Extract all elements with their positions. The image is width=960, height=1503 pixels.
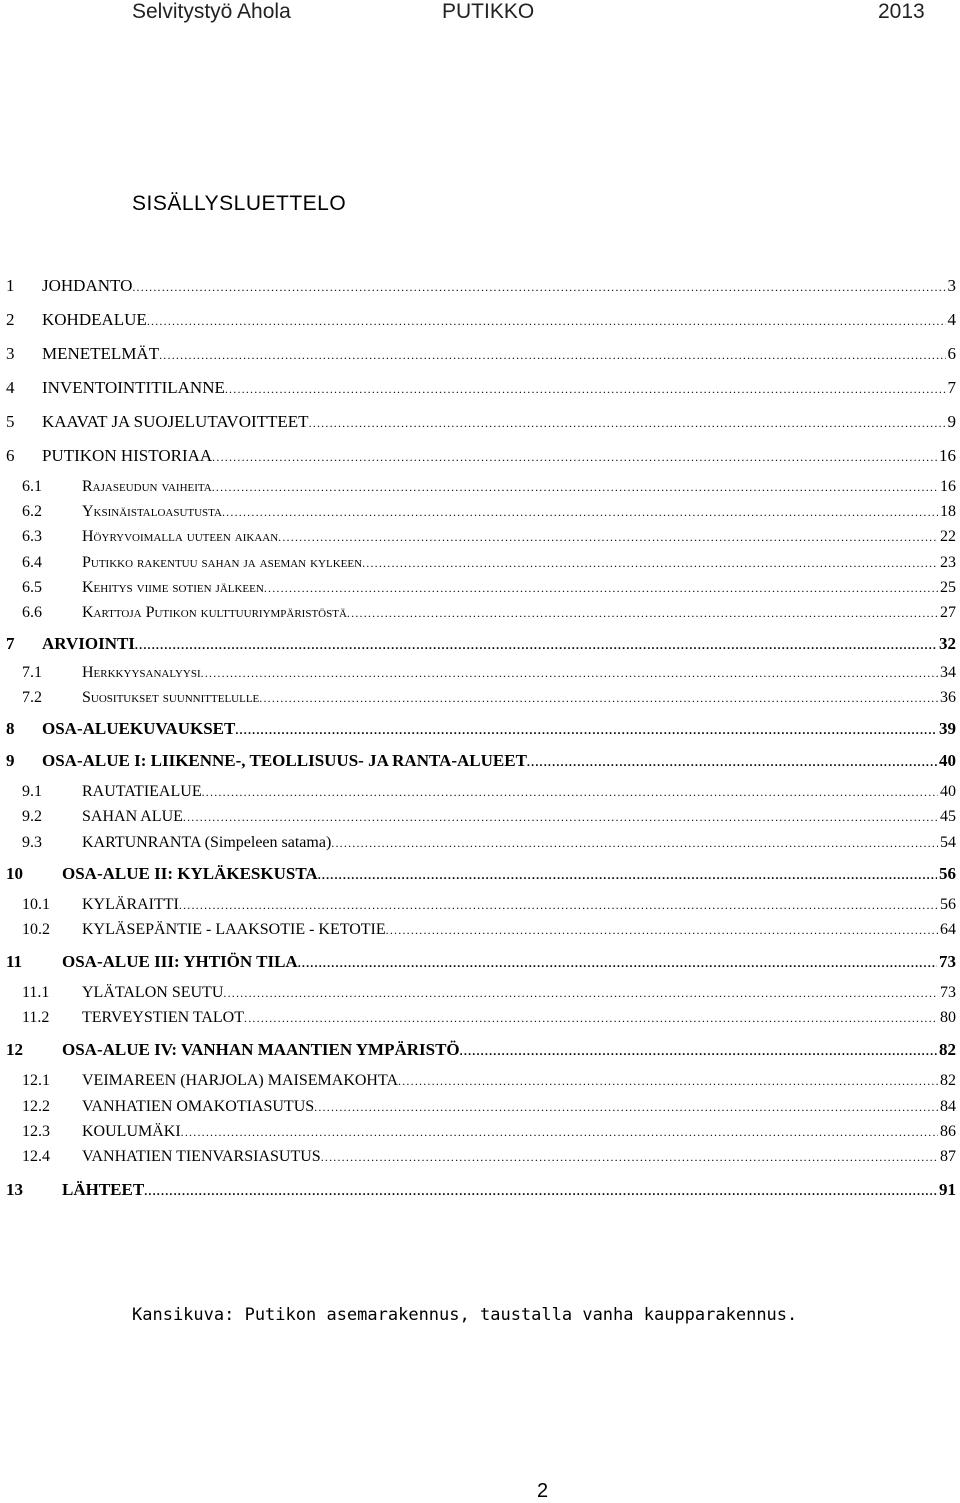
toc-entry-label: OSA-ALUEKUVAUKSET xyxy=(42,719,236,738)
toc-dot-leader xyxy=(347,606,938,621)
toc-entry[interactable] xyxy=(0,689,960,713)
toc-dot-leader xyxy=(222,505,938,520)
toc-dot-leader xyxy=(362,556,938,571)
toc-entry-number: 6.6 xyxy=(22,604,42,621)
toc-entry-label: MENETELMÄT xyxy=(42,344,160,363)
toc-entry-number: 6 xyxy=(6,446,15,465)
toc-entry[interactable] xyxy=(0,503,960,527)
toc-entry-number: 7 xyxy=(6,634,15,653)
toc-entry-page: 9 xyxy=(947,412,956,431)
toc-dot-leader xyxy=(235,723,937,738)
toc-entry-label: VANHATIEN OMAKOTIASUTUS xyxy=(82,1098,315,1115)
toc-dot-leader xyxy=(223,986,938,1001)
toc-entry-number: 9 xyxy=(6,751,15,770)
page-number: 2 xyxy=(537,1480,549,1502)
toc-entry-page: 16 xyxy=(940,478,956,495)
toc-dot-leader xyxy=(183,810,938,825)
toc-entry-number: 5 xyxy=(6,412,15,431)
toc-entry[interactable] xyxy=(0,412,960,436)
toc-entry-page: 56 xyxy=(940,896,956,913)
toc-entry-page: 82 xyxy=(939,1040,956,1059)
toc-dot-leader xyxy=(309,416,946,431)
toc-entry[interactable] xyxy=(0,808,960,832)
toc-entry[interactable] xyxy=(0,719,960,743)
toc-entry-label: ARVIOINTI xyxy=(42,634,135,653)
toc-entry[interactable] xyxy=(0,1123,960,1147)
toc-entry-label: Putikko rakentuu sahan ja aseman kylkeen xyxy=(82,554,363,571)
toc-entry[interactable] xyxy=(0,378,960,402)
toc-entry-page: 54 xyxy=(940,834,956,851)
toc-dot-leader xyxy=(132,280,945,295)
toc-entry-number: 12.4 xyxy=(22,1148,50,1165)
toc-entry-number: 2 xyxy=(6,310,15,329)
toc-entry[interactable] xyxy=(0,751,960,775)
toc-entry-number: 6.5 xyxy=(22,579,42,596)
toc-entry-label: LÄHTEET xyxy=(62,1180,145,1199)
toc-entry-number: 10.1 xyxy=(22,896,50,913)
toc-entry[interactable] xyxy=(0,864,960,888)
toc-entry-label: OSA-ALUE IV: VANHAN MAANTIEN YMPÄRISTÖ xyxy=(62,1040,460,1059)
toc-entry-label: Kehitys viime sotien jälkeen xyxy=(82,579,264,596)
toc-entry-label: JOHDANTO xyxy=(42,276,133,295)
toc-entry-label: KARTUNRANTA (Simpeleen satama) xyxy=(82,834,332,851)
toc-entry[interactable] xyxy=(0,952,960,976)
toc-entry-label: Suositukset suunnittelulle xyxy=(82,689,260,706)
toc-entry-number: 8 xyxy=(6,719,15,738)
toc-entry[interactable] xyxy=(0,1009,960,1033)
toc-entry-number: 9.3 xyxy=(22,834,42,851)
toc-dot-leader xyxy=(460,1044,937,1059)
toc-entry-page: 39 xyxy=(939,719,956,738)
toc-entry-number: 11.2 xyxy=(22,1009,50,1026)
toc-entry-number: 11.1 xyxy=(22,984,50,1001)
toc-entry-label: PUTIKON HISTORIAA xyxy=(42,446,213,465)
toc-entry[interactable] xyxy=(0,579,960,603)
toc-entry-number: 11 xyxy=(6,952,23,971)
toc-dot-leader xyxy=(298,956,937,971)
toc-entry-number: 10 xyxy=(6,864,23,883)
toc-entry-label: INVENTOINTITILANNE xyxy=(42,378,225,397)
cover-caption: Kansikuva: Putikon asemarakennus, taustalla vanha kaupparakennus. xyxy=(132,1305,798,1325)
toc-entry-label: VANHATIEN TIENVARSIASUTUS xyxy=(82,1148,321,1165)
toc-entry[interactable] xyxy=(0,554,960,578)
toc-entry[interactable] xyxy=(0,896,960,920)
toc-entry-page: 56 xyxy=(939,864,956,883)
toc-dot-leader xyxy=(278,530,938,545)
toc-entry[interactable] xyxy=(0,834,960,858)
toc-entry-page: 40 xyxy=(940,783,956,800)
toc-entry-page: 82 xyxy=(940,1072,956,1089)
toc-entry-page: 45 xyxy=(940,808,956,825)
toc-entry-number: 12 xyxy=(6,1040,23,1059)
toc-entry-number: 6.1 xyxy=(22,478,42,495)
toc-dot-leader xyxy=(202,785,938,800)
toc-entry-number: 6.2 xyxy=(22,503,42,520)
toc-entry[interactable] xyxy=(0,344,960,368)
toc-entry[interactable] xyxy=(0,604,960,628)
toc-entry-number: 12.2 xyxy=(22,1098,50,1115)
header-title: PUTIKKO xyxy=(442,0,535,23)
toc-entry-label: KOULUMÄKI xyxy=(82,1123,181,1140)
toc-entry-label: KAAVAT JA SUOJELUTAVOITTEET xyxy=(42,412,309,431)
toc-entry-label: KOHDEALUE xyxy=(42,310,147,329)
toc-dot-leader xyxy=(159,348,945,363)
toc-entry-label: TERVEYSTIEN TALOT xyxy=(82,1009,245,1026)
toc-entry-number: 6.4 xyxy=(22,554,42,571)
toc-dot-leader xyxy=(135,638,937,653)
toc-entry[interactable] xyxy=(0,276,960,300)
toc-dot-leader xyxy=(398,1074,938,1089)
toc-dot-leader xyxy=(321,1150,938,1165)
toc-entry-page: 73 xyxy=(940,984,956,1001)
toc-entry-label: Rajaseudun vaiheita xyxy=(82,478,212,495)
toc-entry-page: 40 xyxy=(939,751,956,770)
toc-entry-label: YLÄTALON SEUTU xyxy=(82,984,224,1001)
toc-entry-number: 10.2 xyxy=(22,921,50,938)
toc-dot-leader xyxy=(179,898,938,913)
toc-dot-leader xyxy=(527,755,937,770)
header-year: 2013 xyxy=(878,0,925,23)
toc-entry-number: 12.1 xyxy=(22,1072,50,1089)
toc-entry-number: 12.3 xyxy=(22,1123,50,1140)
toc-entry-page: 91 xyxy=(939,1180,956,1199)
toc-entry-page: 3 xyxy=(947,276,956,295)
toc-entry-label: RAUTATIEALUE xyxy=(82,783,202,800)
toc-entry-page: 36 xyxy=(940,689,956,706)
toc-entry-page: 84 xyxy=(940,1098,956,1115)
toc-entry-number: 13 xyxy=(6,1180,23,1199)
toc-entry[interactable] xyxy=(0,1180,960,1204)
toc-entry-label: OSA-ALUE II: KYLÄKESKUSTA xyxy=(62,864,318,883)
toc-dot-leader xyxy=(314,1100,938,1115)
toc-entry-label: Herkkyysanalyysi xyxy=(82,664,201,681)
toc-entry[interactable] xyxy=(0,478,960,502)
toc-entry-page: 87 xyxy=(940,1148,956,1165)
toc-entry[interactable] xyxy=(0,783,960,807)
toc-entry[interactable] xyxy=(0,1072,960,1096)
toc-entry-page: 6 xyxy=(947,344,956,363)
toc-entry-page: 23 xyxy=(940,554,956,571)
toc-entry-page: 16 xyxy=(939,446,956,465)
toc-entry-number: 4 xyxy=(6,378,15,397)
toc-entry-label: SAHAN ALUE xyxy=(82,808,183,825)
toc-entry-number: 1 xyxy=(6,276,15,295)
toc-dot-leader xyxy=(201,666,938,681)
toc-entry-number: 3 xyxy=(6,344,15,363)
toc-title: SISÄLLYSLUETTELO xyxy=(132,192,347,215)
toc-entry[interactable] xyxy=(0,634,960,658)
toc-entry-page: 7 xyxy=(947,378,956,397)
toc-entry[interactable] xyxy=(0,984,960,1008)
toc-entry[interactable] xyxy=(0,310,960,334)
toc-dot-leader xyxy=(212,450,937,465)
toc-entry-page: 32 xyxy=(939,634,956,653)
toc-dot-leader xyxy=(318,868,937,883)
toc-entry-page: 34 xyxy=(940,664,956,681)
toc-entry[interactable] xyxy=(0,921,960,945)
toc-entry-page: 80 xyxy=(940,1009,956,1026)
toc-dot-leader xyxy=(147,314,946,329)
toc-entry[interactable] xyxy=(0,528,960,552)
toc-entry-number: 9.2 xyxy=(22,808,42,825)
toc-entry-page: 4 xyxy=(947,310,956,329)
header-author: Selvitystyö Ahola xyxy=(132,0,291,23)
toc-entry-number: 7.1 xyxy=(22,664,42,681)
toc-entry-label: OSA-ALUE I: LIIKENNE-, TEOLLISUUS- JA RANTA-ALUEET xyxy=(42,751,527,770)
toc-dot-leader xyxy=(331,836,938,851)
toc-entry-label: Karttoja Putikon kulttuuriympäristöstä xyxy=(82,604,347,621)
toc-entry[interactable] xyxy=(0,446,960,470)
toc-entry-number: 7.2 xyxy=(22,689,42,706)
toc-entry-label: KYLÄSEPÄNTIE - LAAKSOTIE - KETOTIE xyxy=(82,921,386,938)
toc-entry[interactable] xyxy=(0,1040,960,1064)
toc-entry-label: OSA-ALUE III: YHTIÖN TILA xyxy=(62,952,298,971)
toc-entry-page: 86 xyxy=(940,1123,956,1140)
toc-entry-label: VEIMAREEN (HARJOLA) MAISEMAKOHTA xyxy=(82,1072,399,1089)
toc-dot-leader xyxy=(212,480,938,495)
toc-entry-page: 22 xyxy=(940,528,956,545)
toc-dot-leader xyxy=(386,923,938,938)
toc-entry-page: 27 xyxy=(940,604,956,621)
toc-dot-leader xyxy=(144,1184,937,1199)
toc-dot-leader xyxy=(244,1011,938,1026)
toc-dot-leader xyxy=(259,691,938,706)
toc-entry-page: 73 xyxy=(939,952,956,971)
toc-entry-number: 6.3 xyxy=(22,528,42,545)
toc-entry-number: 9.1 xyxy=(22,783,42,800)
toc-entry-page: 25 xyxy=(940,579,956,596)
toc-dot-leader xyxy=(264,581,938,596)
toc-entry[interactable] xyxy=(0,1098,960,1122)
toc-entry[interactable] xyxy=(0,1148,960,1172)
toc-dot-leader xyxy=(225,382,946,397)
toc-entry-label: Höyryvoimalla uuteen aikaan xyxy=(82,528,279,545)
toc-dot-leader xyxy=(181,1125,938,1140)
toc-entry-page: 18 xyxy=(940,503,956,520)
toc-entry[interactable] xyxy=(0,664,960,688)
toc-entry-page: 64 xyxy=(940,921,956,938)
toc-entry-label: KYLÄRAITTI xyxy=(82,896,179,913)
toc-entry-label: Yksinäistaloasutusta xyxy=(82,503,222,520)
